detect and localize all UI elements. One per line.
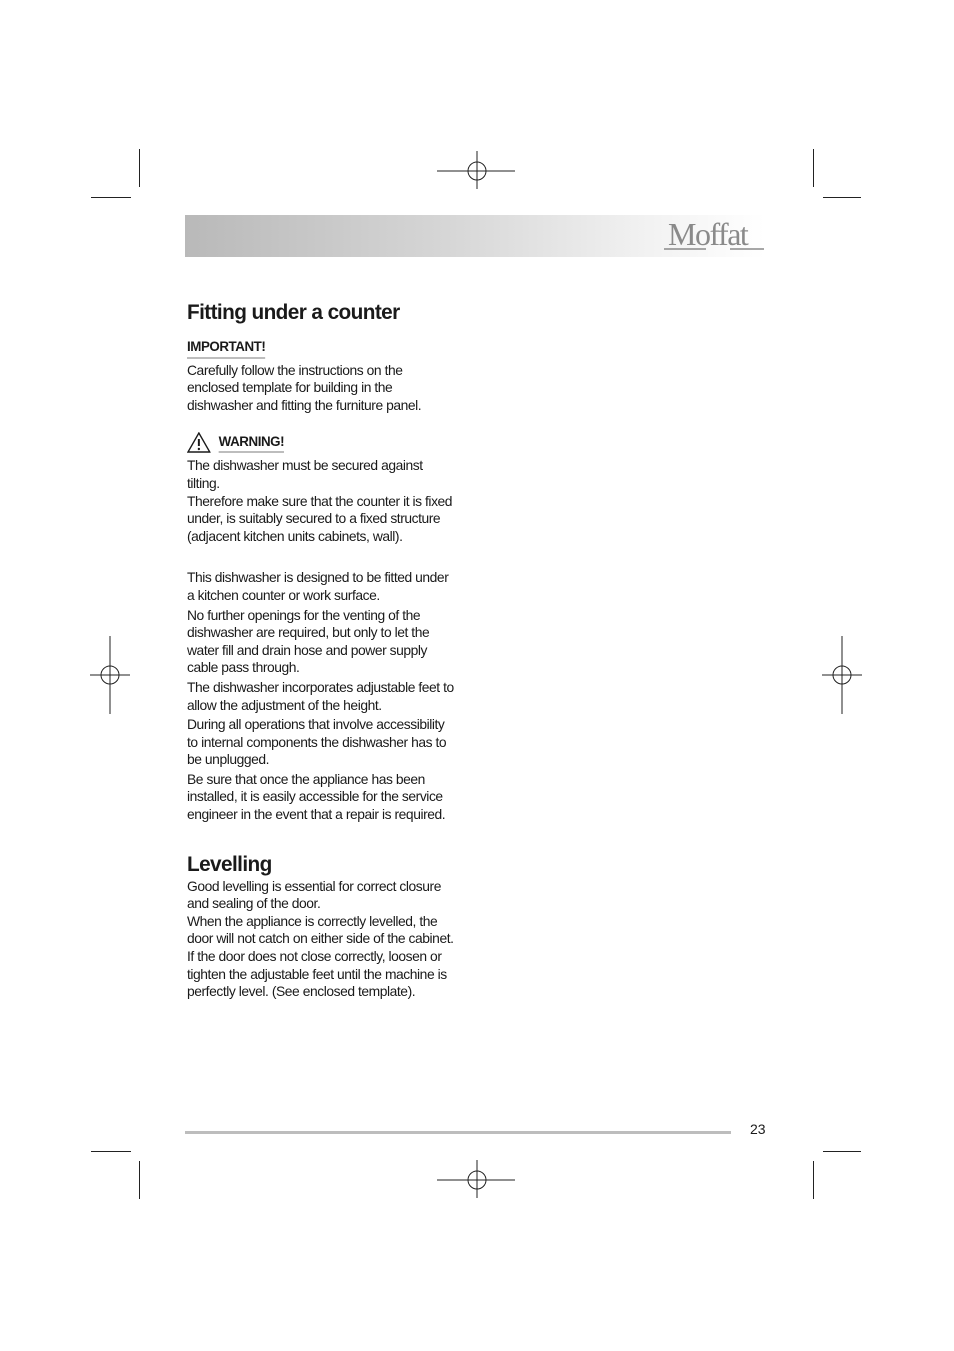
paragraph: No further openings for the venting of the dishwasher are required, but only to let the water fill and drain hose and power supply cable pass through. bbox=[187, 606, 430, 676]
crop-mark bbox=[139, 149, 140, 187]
warning-label: WARNING! bbox=[219, 433, 284, 454]
important-text: Carefully follow the instructions on the enclosed template for building in the dishwasher and fitting the furniture panel. bbox=[187, 361, 422, 413]
crop-mark bbox=[823, 1151, 861, 1152]
registration-mark bbox=[90, 636, 130, 714]
brand-logo bbox=[662, 212, 766, 260]
section-title: Fitting under a counter bbox=[187, 301, 400, 324]
logo-text: Moffat bbox=[668, 216, 748, 252]
crop-mark bbox=[139, 1161, 140, 1199]
paragraph: This dishwasher is designed to be fitted under a kitchen counter or work surface. bbox=[187, 569, 449, 603]
crop-mark bbox=[813, 149, 814, 187]
important-label: IMPORTANT! bbox=[187, 338, 265, 359]
page-number: 23 bbox=[750, 1121, 766, 1137]
crop-mark bbox=[813, 1161, 814, 1199]
warning-triangle-icon bbox=[187, 432, 211, 453]
crop-mark bbox=[823, 197, 861, 198]
crop-mark bbox=[91, 197, 131, 198]
paragraph: The dishwasher incorporates adjustable feet to allow the adjustment of the height. bbox=[187, 678, 454, 713]
registration-mark bbox=[437, 1160, 517, 1200]
registration-mark bbox=[437, 151, 517, 191]
section-title: Levelling bbox=[187, 852, 272, 876]
warning-text: The dishwasher must be secured against tilting. Therefore make sure that the counter it is fixed under, is suitably secured to a fixed structure (adjacent kitchen units cabinets, wall). bbox=[187, 457, 453, 544]
crop-mark bbox=[91, 1151, 131, 1152]
levelling-text: Good levelling is essential for correct closure and sealing of the door. When the appliance is correctly levelled, the door will not catch on either side of the cabinet. If the door does not close correctly, loosen or tighten the adjustable feet until the machine is perfectly level. (See enclosed template). bbox=[187, 877, 454, 1000]
main-content bbox=[187, 300, 469, 1001]
paragraph: Be sure that once the appliance has been installed, it is easily accessible for the service engineer in the event that a repair is required. bbox=[187, 770, 446, 823]
paragraph: During all operations that involve accessibility to internal components the dishwasher has to be unplugged. bbox=[187, 716, 447, 768]
registration-mark bbox=[822, 636, 862, 714]
footer-rule bbox=[185, 1131, 731, 1134]
